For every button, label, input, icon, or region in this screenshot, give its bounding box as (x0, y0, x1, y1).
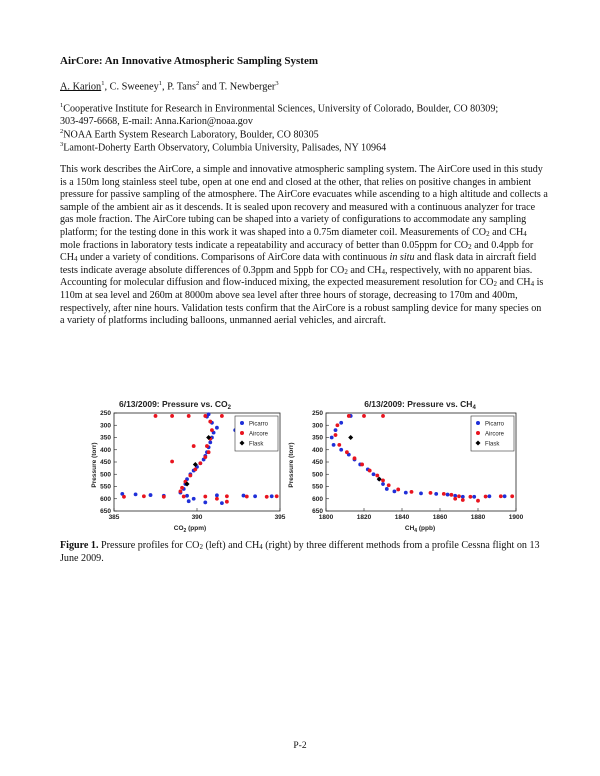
abstract-text-2: mole fractions in laboratory tests indicate a repeatability and accuracy of better than 0.05ppm for CO (60, 239, 469, 251)
co2-picarro-point (192, 497, 196, 501)
ch4-subscript: 4 (74, 255, 78, 264)
page-number: P-2 (293, 741, 307, 751)
ch4-legend-picarro: Picarro (485, 421, 505, 428)
co2-aircore-point (215, 497, 219, 501)
ch4-y-tick-label: 350 (312, 434, 323, 442)
abstract-text-4: under a variety of conditions. Comparisons of AirCore data with continuous (77, 252, 390, 264)
co2-aircore-point (122, 495, 126, 499)
caption-text-1: Pressure profiles for CO (98, 540, 200, 551)
co2-x-tick-label: 385 (108, 514, 120, 521)
co2-subscript: 2 (486, 229, 490, 238)
co2-picarro-point (208, 441, 212, 445)
co2-y-tick-label: 450 (100, 459, 111, 467)
co2-y-tick-label: 500 (100, 471, 111, 479)
affiliation-1-line1: Cooperative Institute for Research in Environmental Sciences, University of Colorado, Boulder, CO 80309; (63, 103, 499, 115)
co2-aircore-point (225, 500, 229, 504)
co2-subscript: 2 (344, 267, 348, 276)
ch4-legend-aircore-marker (476, 431, 480, 435)
ch4-picarro-point (446, 493, 450, 497)
abstract-text-1: This work describes the AirCore, a simple and innovative atmospheric sampling system. The AirCore used in this study is a 150m long stainless steel tube, open at one end and closed at the other, that relies on positive changes in ambient pressure for passive sampling of the atmosphere. The AirCore evacuates while ascending to a high altitude and collects a sample of the ambient air as it descends. It is sealed upon recovery and measured with a continuous analyzer for trace gas mole fraction. The AirCore tubing can be shaped into a variety of configurations to accommodate any sampling platform; for the testing done in this work it was shaped into a 0.75m diameter coil. Measurements of CO (60, 164, 548, 238)
ch4-picarro-point (419, 491, 423, 495)
ch4-chart-title: 6/13/2009: Pressure vs. $CH_4$ (364, 399, 476, 411)
ch4-picarro-point (503, 494, 507, 498)
abstract-in-situ: in situ (389, 252, 415, 264)
co2-y-tick-label: 350 (100, 434, 111, 442)
ch4-picarro-point (381, 482, 385, 486)
ch4-aircore-point (469, 495, 473, 499)
ch4-picarro-point (330, 436, 334, 440)
ch4-aircore-point (387, 483, 391, 487)
co2-y-tick-label: 300 (100, 422, 111, 430)
ch4-aircore-point (442, 492, 446, 496)
ch4-y-tick-label: 400 (312, 446, 323, 454)
author-1: A. Karion (60, 81, 102, 93)
ch4-subscript: 4 (259, 543, 263, 551)
co2-aircore-point (180, 486, 184, 490)
affiliation-2-marker: 2 (60, 128, 64, 135)
ch4-picarro-point (339, 421, 343, 425)
ch4-picarro-point (434, 492, 438, 496)
ch4-legend-aircore: Aircore (485, 431, 505, 438)
co2-y-tick-label: 400 (100, 446, 111, 454)
affiliation-1-line2: 303-497-6668, E-mail: Anna.Karion@noaa.gov (60, 115, 253, 127)
co2-legend-aircore: Aircore (249, 431, 269, 438)
ch4-aircore-point (510, 494, 514, 498)
co2-aircore-point (208, 420, 212, 424)
ch4-x-tick-label: 1880 (470, 514, 486, 521)
ch4-x-tick-label: 1900 (508, 514, 524, 521)
abstract-text-5: and flask data in aircraft field tests indicate average absolute differences of 0.3ppm and 5ppb for CO (60, 252, 537, 276)
co2-legend-flask: Flask (249, 441, 264, 448)
ch4-picarro-point (332, 443, 336, 447)
ch4-aircore-point (381, 478, 385, 482)
ch4-picarro-point (404, 491, 408, 495)
ch4-aircore-point (410, 490, 414, 494)
ch4-subscript: 4 (523, 229, 527, 238)
co2-aircore-point (182, 495, 186, 499)
ch4-aircore-point (360, 463, 364, 467)
abstract-text-6: , respectively, with no apparent bias. Accounting for molecular diffusion and flow-induced mixing, the expected measurement resolution for CO (60, 264, 533, 289)
co2-aircore-point (207, 450, 211, 454)
abstract-paragraph (60, 164, 548, 328)
ch4-aircore-point (476, 499, 480, 503)
ch4-aircore-point (337, 443, 341, 447)
co2-picarro-point (134, 492, 138, 496)
co2-picarro-point (149, 493, 153, 497)
co2-subscript: 2 (468, 242, 472, 251)
ch4-aircore-point (345, 450, 349, 454)
ch4-aircore-point (353, 456, 357, 460)
ch4-x-tick-label: 1820 (356, 514, 372, 521)
abstract-and: and CH (489, 226, 524, 238)
ch4-subscript: 4 (530, 280, 535, 289)
ch4-chart (288, 399, 524, 534)
co2-picarro-point (215, 493, 219, 497)
co2-picarro-point (187, 499, 191, 503)
co2-aircore-point (210, 428, 214, 432)
co2-aircore-point (192, 444, 196, 448)
ch4-aircore-point (429, 491, 433, 495)
author-1-affil: 1 (101, 80, 105, 87)
ch4-y-tick-label: 550 (312, 483, 323, 491)
ch4-aircore-point (461, 498, 465, 502)
ch4-picarro-point (334, 428, 338, 432)
co2-aircore-point (198, 461, 202, 465)
co2-aircore-point (188, 474, 192, 478)
co2-x-tick-label: 390 (191, 514, 203, 521)
ch4-x-axis-label: $CH_4$ (ppb) (404, 525, 436, 534)
ch4-aircore-point (375, 474, 379, 478)
co2-legend-picarro: Picarro (249, 421, 269, 428)
co2-aircore-point (154, 414, 158, 418)
co2-y-tick-label: 600 (100, 495, 111, 503)
affiliation-2-line1: NOAA Earth System Research Laboratory, Boulder, CO 80305 (63, 129, 319, 141)
ch4-aircore-point (334, 433, 338, 437)
ch4-aircore-point (336, 423, 340, 427)
ch4-legend-picarro-marker (476, 421, 480, 425)
figure-1 (0, 395, 600, 535)
author-3: , P. Tans (162, 81, 197, 93)
co2-y-tick-label: 250 (100, 410, 111, 418)
co2-legend (235, 416, 278, 451)
figure-caption-label: Figure 1. (60, 540, 99, 551)
co2-picarro-point (185, 494, 189, 498)
co2-aircore-point (205, 444, 209, 448)
co2-picarro-point (220, 501, 224, 505)
co2-aircore-point (203, 414, 207, 418)
co2-aircore-point (245, 495, 249, 499)
co2-picarro-point (215, 426, 219, 430)
co2-y-tick-label: 650 (100, 508, 111, 516)
co2-aircore-point (170, 414, 174, 418)
ch4-y-tick-label: 300 (312, 422, 323, 430)
ch4-y-tick-label: 650 (312, 508, 323, 516)
co2-legend-aircore-marker (240, 431, 244, 435)
ch4-picarro-point (488, 494, 492, 498)
ch4-y-tick-label: 250 (312, 410, 323, 418)
ch4-subscript: 4 (381, 267, 385, 276)
ch4-picarro-point (372, 472, 376, 476)
affiliation-1-marker: 1 (60, 102, 64, 109)
author-3-affil: 2 (196, 80, 200, 87)
ch4-aircore-point (396, 488, 400, 492)
ch4-x-tick-label: 1840 (394, 514, 410, 521)
ch4-aircore-point (453, 497, 457, 501)
author-4: and T. Newberger (199, 81, 276, 93)
co2-picarro-point (242, 494, 246, 498)
ch4-legend-flask: Flask (485, 441, 500, 448)
ch4-picarro-point (393, 490, 397, 494)
co2-chart-title: 6/13/2009: Pressure vs. $CO_2$ (118, 399, 232, 411)
co2-subscript: 2 (493, 280, 497, 289)
ch4-y-axis-label: Pressure (torr) (288, 442, 295, 488)
author-2-affil: 1 (158, 80, 163, 87)
affiliation-3-line1: Lamont-Doherty Earth Observatory, Columbia University, Palisades, NY 10964 (63, 142, 387, 154)
co2-aircore-point (170, 460, 174, 464)
ch4-y-tick-label: 450 (312, 459, 323, 467)
paper-title: AirCore: An Innovative Atmospheric Sampling System (60, 55, 318, 67)
co2-picarro-point (203, 501, 207, 505)
co2-x-tick-label: 395 (274, 514, 286, 521)
ch4-aircore-point (362, 414, 366, 418)
co2-legend-picarro-marker (240, 421, 244, 425)
ch4-picarro-point (385, 487, 389, 491)
co2-aircore-point (142, 494, 146, 498)
abstract-text-7: is 110m at sea level and 260m at 8000m above sea level after three hours of storage, decreasing to 170m and 400m, respectively, after nine hours. Validation tests confirm that the AirCore is a robust sampling device for many species on a variety of platforms including balloons, unmanned aerial vehicles, and aircraft. (60, 277, 544, 327)
affiliation-1 (60, 100, 560, 129)
ch4-aircore-point (347, 414, 351, 418)
author-2: , C. Sweeney (104, 81, 159, 93)
co2-aircore-point (162, 495, 166, 499)
ch4-aircore-point (450, 493, 454, 497)
co2-subscript: 2 (199, 543, 203, 551)
caption-text-2: (left) and CH (202, 540, 260, 551)
figure-caption (60, 540, 550, 565)
figure-1-charts (0, 395, 600, 535)
co2-aircore-point (220, 414, 224, 418)
abstract-and: and CH (347, 264, 382, 276)
co2-aircore-point (179, 490, 183, 494)
ch4-aircore-point (499, 494, 503, 498)
caption-text-3: (right) by three different methods from a profile Cessna flight on 13 June 2009. (60, 540, 540, 564)
co2-aircore-point (265, 495, 269, 499)
co2-chart (91, 399, 286, 534)
ch4-y-tick-label: 600 (312, 495, 323, 503)
affiliation-3 (60, 139, 560, 155)
ch4-x-tick-label: 1800 (318, 514, 334, 521)
author-4-affil: 3 (275, 80, 279, 87)
author-list (60, 80, 279, 92)
co2-aircore-point (275, 494, 279, 498)
ch4-picarro-point (339, 448, 343, 452)
co2-aircore-point (203, 495, 207, 499)
co2-picarro-point (270, 494, 274, 498)
ch4-legend (471, 416, 514, 451)
ch4-y-tick-label: 500 (312, 471, 323, 479)
co2-picarro-point (253, 494, 257, 498)
abstract-text-3: and 0.4ppb for CH (60, 239, 534, 264)
co2-aircore-point (225, 494, 229, 498)
affiliation-3-marker: 3 (60, 141, 64, 148)
ch4-aircore-point (457, 494, 461, 498)
ch4-aircore-point (381, 414, 385, 418)
co2-aircore-point (203, 455, 207, 459)
ch4-aircore-point (368, 469, 372, 473)
co2-y-tick-label: 550 (100, 483, 111, 491)
abstract-and: and CH (496, 277, 531, 289)
co2-aircore-point (187, 414, 191, 418)
co2-aircore-point (193, 467, 197, 471)
ch4-x-tick-label: 1860 (432, 514, 448, 521)
co2-x-axis-label: $CO_2$ (ppm) (173, 525, 207, 534)
co2-y-axis-label: Pressure (torr) (91, 442, 98, 488)
ch4-aircore-point (484, 495, 488, 499)
ch4-picarro-point (472, 495, 476, 499)
